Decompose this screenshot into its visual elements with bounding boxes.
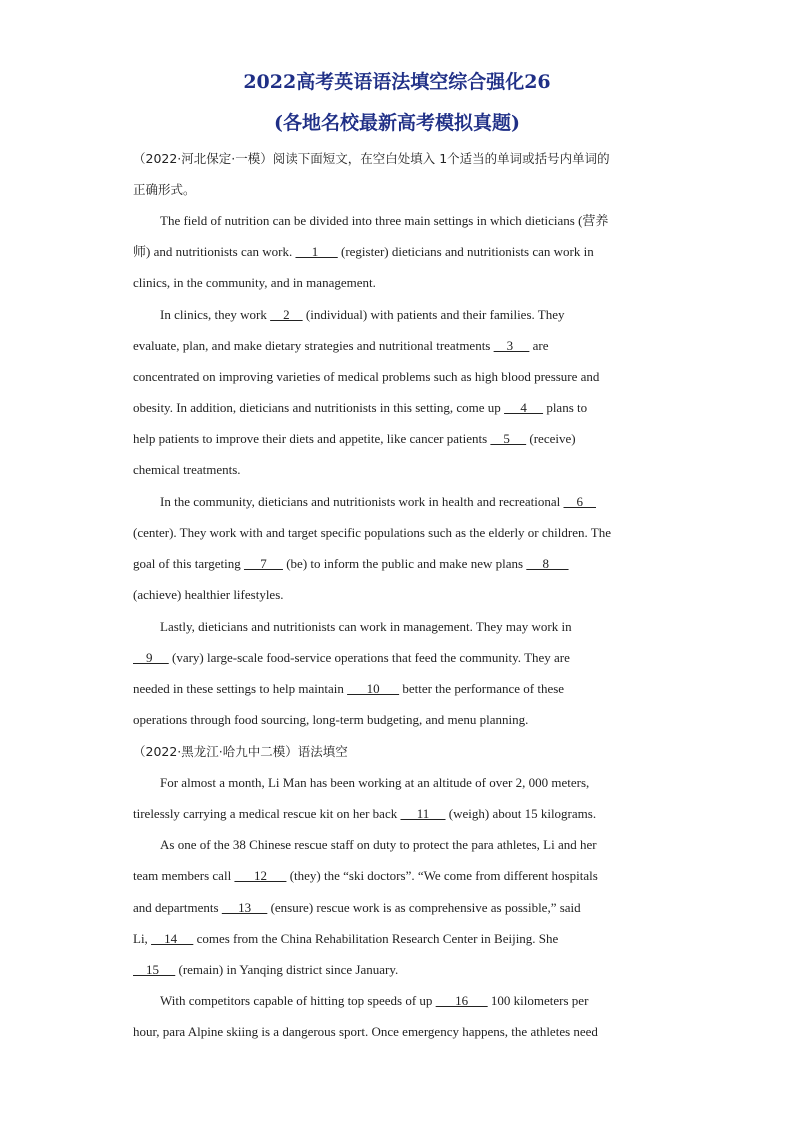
text-span: Li, [133, 931, 152, 946]
text-span: obesity. In addition, dieticians and nutritionists in this setting, come up [133, 400, 505, 415]
passage2-text [160, 992, 690, 1010]
text-span: better the performance of these [399, 681, 565, 696]
answer-blank-3: 3 [493, 338, 530, 353]
passage1-text [133, 649, 663, 667]
passage1-text: Lastly, dieticians and nutritionists can work in management. They may work in [160, 619, 572, 634]
text-span: With competitors capable of hitting top speeds of up [160, 993, 436, 1008]
text-span: (remain) in Yanqing district since January. [175, 962, 399, 977]
text-span: (weigh) about 15 kilograms. [445, 806, 597, 821]
passage1-text: operations through food sourcing, long-term budgeting, and menu planning. [133, 712, 529, 727]
text-span: 师) and nutritionists can work. [133, 244, 296, 259]
answer-blank-12: 12 [234, 868, 287, 883]
text-span: (individual) with patients and their families. They [302, 307, 565, 322]
passage1-text: The field of nutrition can be divided into three main settings in which dieticians (营养 [160, 213, 609, 228]
text-span: 100 kilometers per [487, 993, 589, 1008]
section1-instruction: （2022·河北保定·一模）阅读下面短文，在空白处填入 1个适当的单词或括号内单词的 [133, 151, 610, 166]
text-span: In clinics, they work [160, 307, 271, 322]
passage1-text [160, 306, 690, 324]
answer-blank-16: 16 [435, 993, 488, 1008]
text-span: and departments [133, 900, 222, 915]
text-span: (vary) large-scale food-service operations that feed the community. They are [168, 650, 570, 665]
passage2-text: As one of the 38 Chinese rescue staff on duty to protect the para athletes, Li and her [160, 837, 597, 852]
passage2-text [133, 867, 663, 885]
text-span: plans to [543, 400, 588, 415]
text-span: (they) the “ski doctors”. “We come from different hospitals [286, 868, 598, 883]
answer-blank-2: 2 [270, 307, 303, 322]
section2-instruction: （2022·黑龙江·哈九中二模）语法填空 [133, 744, 348, 759]
answer-blank-14: 14 [151, 931, 194, 946]
passage1-text: (achieve) healthier lifestyles. [133, 587, 284, 602]
text-span: tirelessly carrying a medical rescue kit on her back [133, 806, 401, 821]
text-span: (be) to inform the public and make new plans [282, 556, 527, 571]
text-span: evaluate, plan, and make dietary strategies and nutritional treatments [133, 338, 494, 353]
answer-blank-13: 13 [221, 900, 268, 915]
passage2-text [133, 930, 663, 948]
passage1-text [133, 243, 663, 261]
answer-blank-10: 10 [347, 681, 400, 696]
answer-blank-4: 4 [504, 400, 544, 415]
passage1-text: clinics, in the community, and in management. [133, 275, 376, 290]
passage1-text [133, 555, 663, 573]
answer-blank-11: 11 [400, 806, 446, 821]
answer-blank-5: 5 [490, 431, 527, 446]
text-span: help patients to improve their diets and appetite, like cancer patients [133, 431, 491, 446]
text-span: (receive) [526, 431, 576, 446]
text-span: comes from the China Rehabilitation Research Center in Beijing. She [193, 931, 559, 946]
text-span: In the community, dieticians and nutritionists work in health and recreational [160, 494, 564, 509]
text-span: are [529, 338, 549, 353]
passage2-text [133, 805, 663, 823]
passage1-text [133, 430, 663, 448]
answer-blank-1: 1 [295, 244, 338, 259]
answer-blank-6: 6 [563, 494, 596, 509]
passage2-text [133, 961, 663, 979]
text-span: (ensure) rescue work is as comprehensive as possible,” said [267, 900, 581, 915]
passage1-text [133, 680, 663, 698]
passage1-text [133, 399, 663, 417]
text-span: team members call [133, 868, 235, 883]
passage2-text: hour, para Alpine skiing is a dangerous sport. Once emergency happens, the athletes need [133, 1024, 598, 1039]
document-title: 2022高考英语语法填空综合强化26 [243, 71, 551, 93]
passage1-text: chemical treatments. [133, 462, 241, 477]
document-subtitle: (各地名校最新高考模拟真题) [274, 112, 520, 134]
text-span: (register) dieticians and nutritionists can work in [337, 244, 594, 259]
passage2-text: For almost a month, Li Man has been working at an altitude of over 2, 000 meters, [160, 775, 590, 790]
passage1-text: concentrated on improving varieties of medical problems such as high blood pressure and [133, 369, 600, 384]
passage2-text [133, 899, 663, 917]
passage1-text [160, 493, 690, 511]
section1-instruction-cont: 正确形式。 [133, 182, 196, 197]
passage1-text [133, 337, 663, 355]
text-span: needed in these settings to help maintain [133, 681, 348, 696]
answer-blank-9: 9 [133, 650, 169, 665]
text-span: goal of this targeting [133, 556, 244, 571]
passage1-text: (center). They work with and target specific populations such as the elderly or children. The [133, 525, 611, 540]
answer-blank-15: 15 [133, 962, 176, 977]
answer-blank-8: 8 [526, 556, 569, 571]
answer-blank-7: 7 [243, 556, 283, 571]
